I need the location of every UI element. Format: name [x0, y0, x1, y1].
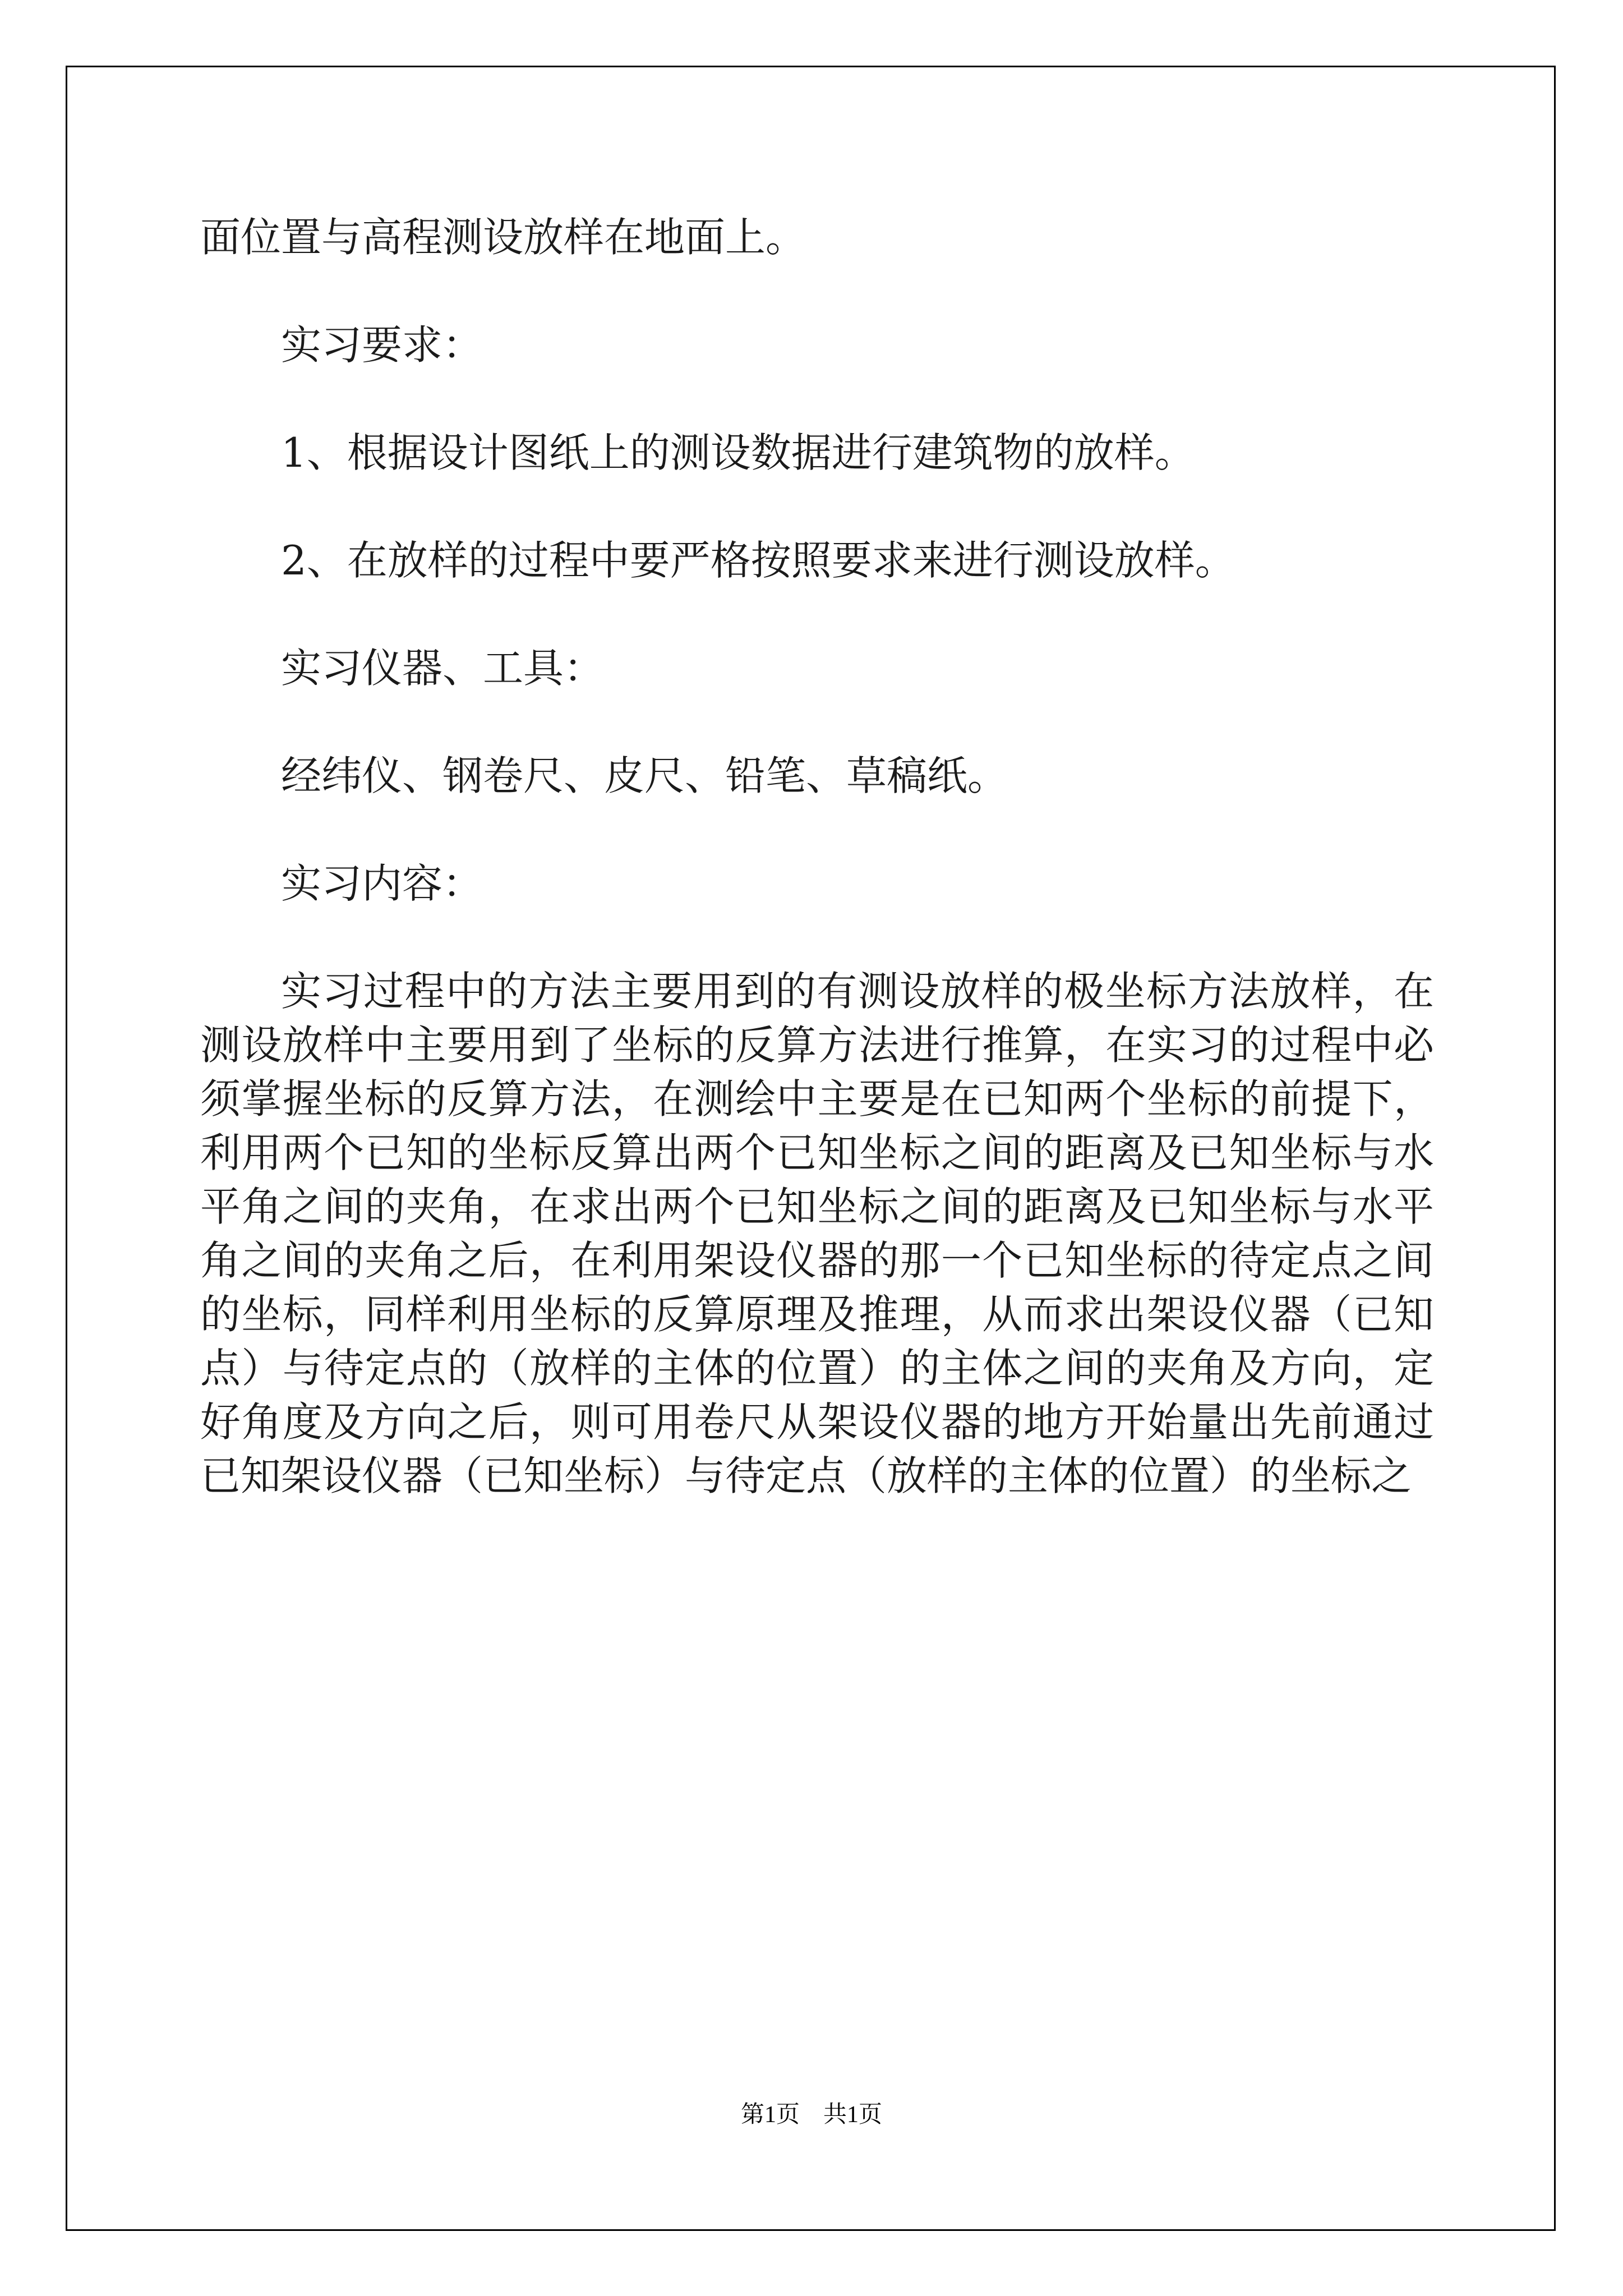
- paragraph-requirement-2: 2、在放样的过程中要严格按照要求来进行测设放样。: [281, 537, 1235, 584]
- paragraph-tools-heading: 实习仪器、工具：: [281, 645, 605, 692]
- paragraph-requirements-heading: 实习要求：: [281, 321, 483, 369]
- paragraph-requirement-1: 1、根据设计图纸上的测设数据进行建筑物的放样。: [281, 429, 1195, 476]
- paragraph-tools-list: 经纬仪、钢卷尺、皮尺、铅笔、草稿纸。: [281, 752, 1008, 799]
- paragraph-content-body: 实习过程中的方法主要用到的有测设放样的极坐标方法放样，在测设放样中主要用到了坐标的反算方法进行推算，在实习的过程中必须掌握坐标的反算方法，在测绘中主要是在已知两个坐标的前提下，利用两个已知的坐标反算出两个已知坐标之间的距离及已知坐标与水平角之间的夹角，在求出两个已知坐标之间的距离及已知坐标与水平角之间的夹角之后，在利用架设仪器的那一个已知坐标的待定点之间的坐标，同样利用坐标的反算原理及推理，从而求出架设仪器（已知点）与待定点的（放样的主体的位置）的主体之间的夹角及方向，定好角度及方向之后，则可用卷尺从架设仪器的地方开始量出先前通过已知架设仪器（已知坐标）与待定点（放样的主体的位置）的坐标之: [200, 968, 1434, 1499]
- page-footer: 第1页 共1页: [740, 2102, 882, 2128]
- document-body: [200, 210, 1434, 1503]
- paragraph-content-heading: 实习内容：: [281, 860, 483, 907]
- paragraph-continuation: 面位置与高程测设放样在地面上。: [200, 214, 806, 261]
